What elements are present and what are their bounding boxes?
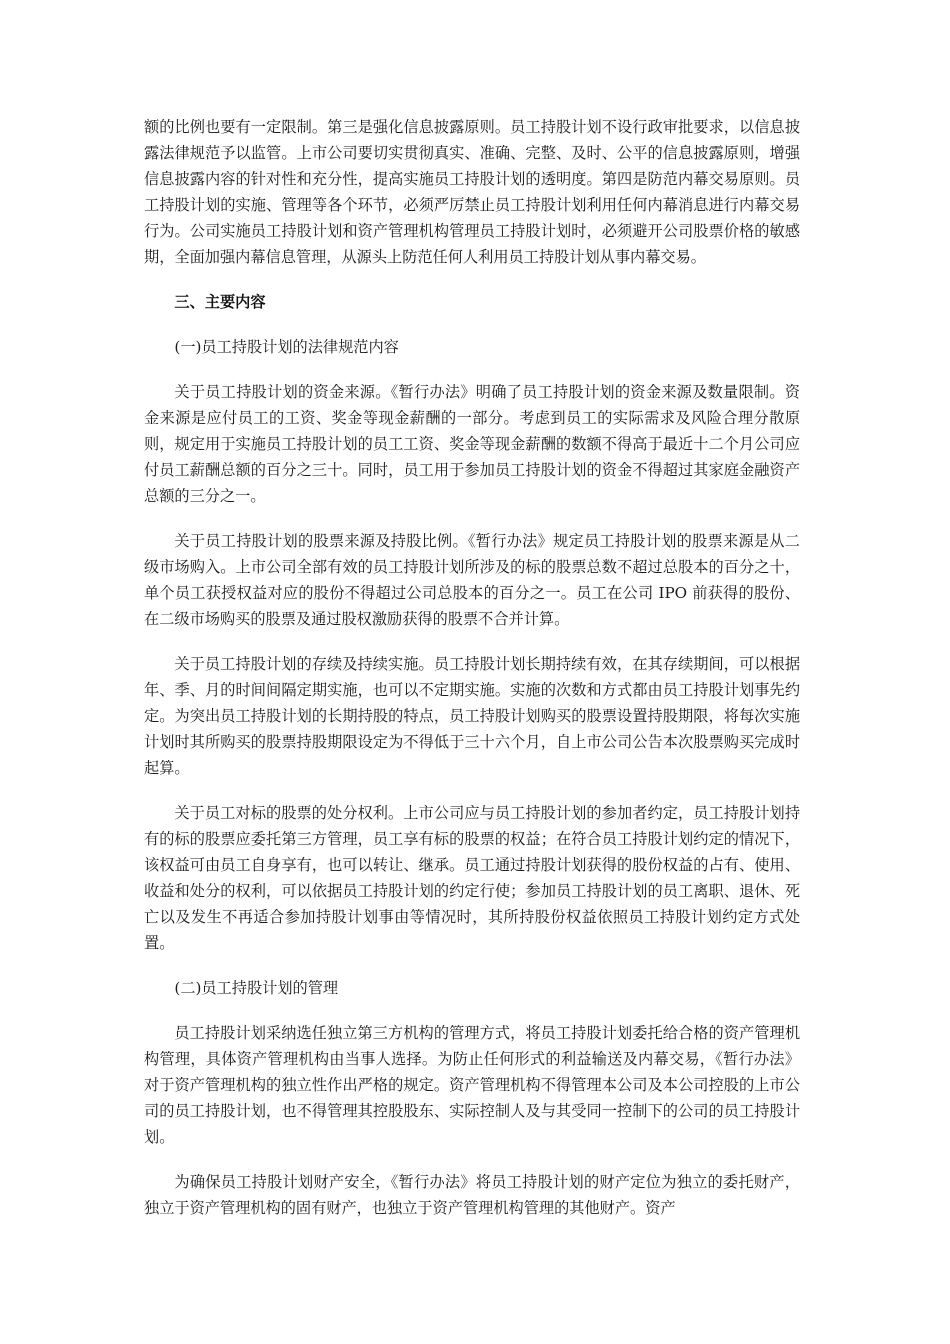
paragraph-property-safety: 为确保员工持股计划财产安全，《暂行办法》将员工持股计划的财产定位为独立的委托财产，独立于资产管理机构的固有财产，也独立于资产管理机构管理的其他财产。资产 xyxy=(144,1173,800,1217)
section-heading: 三、主要内容 xyxy=(174,293,266,311)
paragraph-funding-source: 关于员工持股计划的资金来源。《暂行办法》明确了员工持股计划的资金来源及数量限制。资金来源是应付员工的工资、奖金等现金薪酬的一部分。考虑到员工的实际需求及风险合理分散原则，规定用于实施员工持股计划的员工工资、奖金等现金薪酬的数额不得高于最近十二个月公司应付员工薪酬总额的百分之三十。同时，员工用于参加员工持股计划的资金不得超过其家庭金融资产总额的三分之一。 xyxy=(144,383,800,505)
paragraph-disposal-rights: 关于员工对标的股票的处分权利。上市公司应与员工持股计划的参加者约定，员工持股计划持有的标的股票应委托第三方管理，员工享有标的股票的权益；在符合员工持股计划约定的情况下，该权益可由员工自身享有，也可以转让、继承。员工通过持股计划获得的股份权益的占有、使用、收益和处分的权利，可以依据员工持股计划的约定行使；参加员工持股计划的员工离职、退休、死亡以及发生不再适合参加持股计划事由等情况时，其所持股份权益依照员工持股计划约定方式处置。 xyxy=(144,804,800,952)
subsection-heading-legal: (一)员工持股计划的法律规范内容 xyxy=(174,338,399,356)
paragraph-stock-source: 关于员工持股计划的股票来源及持股比例。《暂行办法》规定员工持股计划的股票来源是从二级市场购入。上市公司全部有效的员工持股计划所涉及的标的股票总数不超过总股本的百分之十，单个员工获授权益对应的股份不得超过公司总股本的百分之一。员工在公司 IPO 前获得的股份、在二级市场购买的股票及通过股权激励获得的股票不合并计算。 xyxy=(144,532,800,628)
document-page xyxy=(144,114,800,1240)
opening-paragraph: 额的比例也要有一定限制。第三是强化信息披露原则。员工持股计划不设行政审批要求，以信息披露法律规范予以监管。上市公司要切实贯彻真实、准确、完整、及时、公平的信息披露原则，增强信息披露内容的针对性和充分性，提高实施员工持股计划的透明度。第四是防范内幕交易原则。员工持股计划的实施、管理等各个环节，必须严厉禁止员工持股计划利用任何内幕消息进行内幕交易行为。公司实施员工持股计划和资产管理机构管理员工持股计划时，必须避开公司股票价格的敏感期，全面加强内幕信息管理，从源头上防范任何人利用员工持股计划从事内幕交易。 xyxy=(144,118,800,266)
subsection-heading-management: (二)员工持股计划的管理 xyxy=(174,979,339,997)
paragraph-management-method: 员工持股计划采纳选任独立第三方机构的管理方式，将员工持股计划委托给合格的资产管理机构管理，具体资产管理机构由当事人选择。为防止任何形式的利益输送及内幕交易，《暂行办法》对于资产管理机构的独立性作出严格的规定。资产管理机构不得管理本公司及本公司控股的上市公司的员工持股计划，也不得管理其控股股东、实际控制人及与其受同一控制下的公司的员工持股计划。 xyxy=(144,1024,800,1146)
paragraph-duration: 关于员工持股计划的存续及持续实施。员工持股计划长期持续有效，在其存续期间，可以根据年、季、月的时间间隔定期实施，也可以不定期实施。实施的次数和方式都由员工持股计划事先约定。为突出员工持股计划的长期持股的特点，员工持股计划购买的股票设置持股期限，将每次实施计划时其所购买的股票持股期限设定为不得低于三十六个月，自上市公司公告本次股票购买完成时起算。 xyxy=(144,655,800,777)
